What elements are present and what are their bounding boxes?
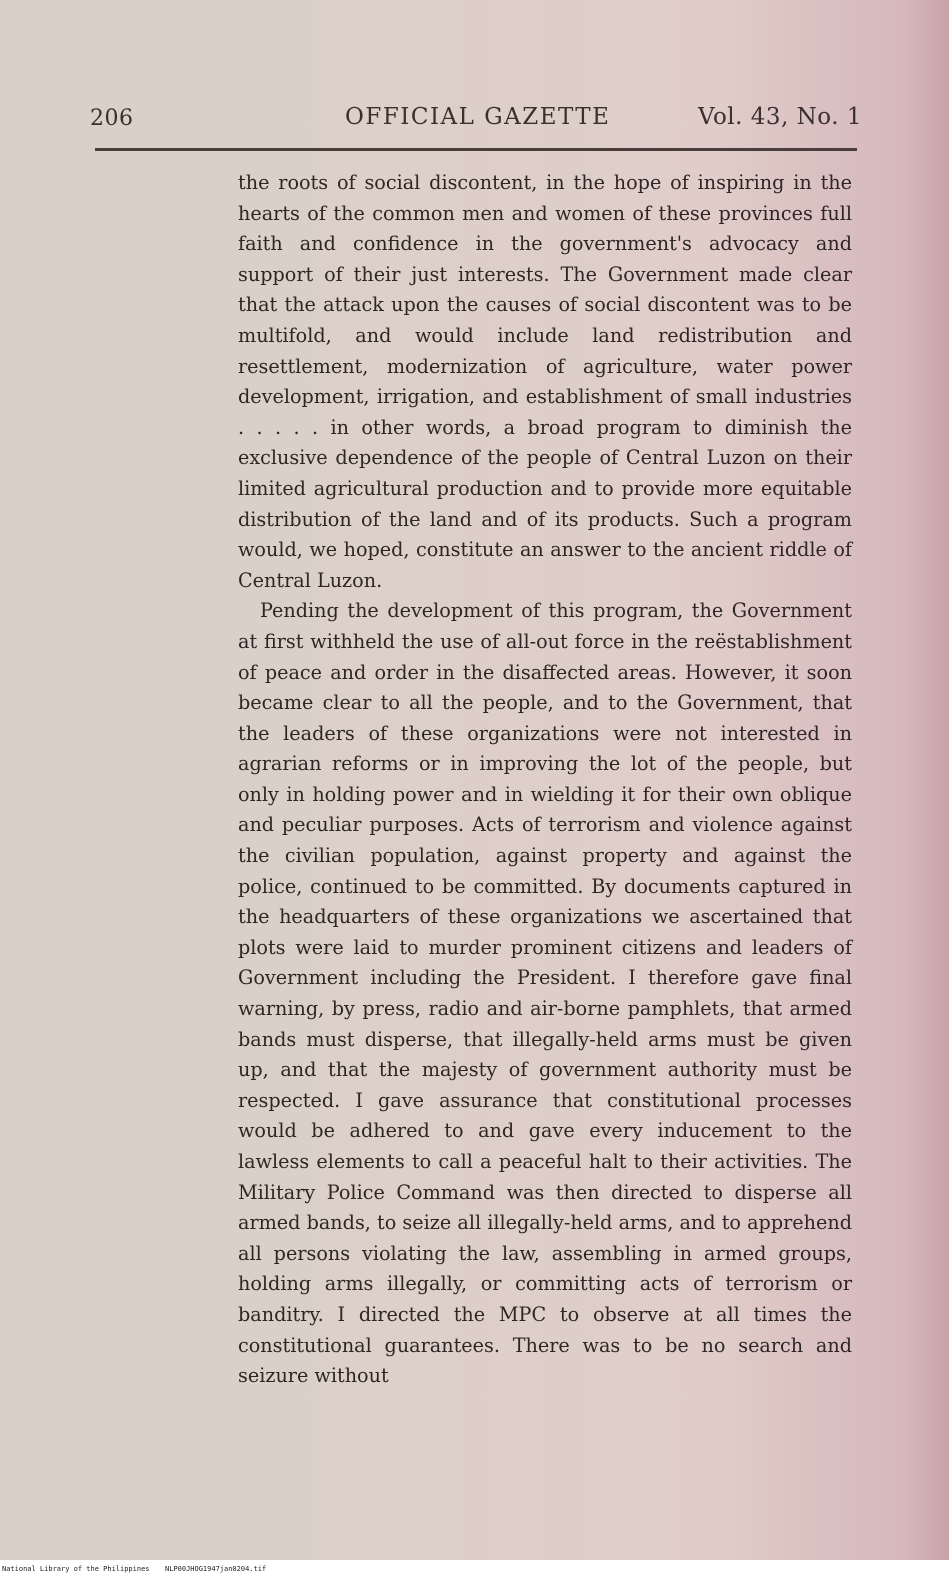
running-title: OFFICIAL GAZETTE: [345, 104, 611, 130]
volume-issue: Vol. 43, No. 1: [697, 104, 862, 130]
footer-library: National Library of the Philippines: [2, 1565, 150, 1573]
page-header: [90, 100, 862, 140]
page-number: 206: [90, 106, 134, 131]
paragraph-pending: Pending the development of this program, the Government at first withheld the use of all-out force in the reëstablishment of peace and order in the disaffected areas. However, it soon became clear to all the people, and to the Government, that the leaders of these organizations were not interested in agrarian reforms or in improving the lot of the people, but only in holding power and in wielding it for their own oblique and peculiar purposes. Acts of terrorism and violence against the civilian population, against property and against the police, continued to be committed. By documents captured in the headquarters of these organizations we ascertained that plots were laid to murder prominent citizens and leaders of Government including the President. I therefore gave final warning, by press, radio and air-borne pamphlets, that armed bands must disperse, that illegally-held arms must be given up, and that the majesty of government authority must be respected. I gave assurance that constitutional processes would be adhered to and gave every inducement to the lawless elements to call a peaceful halt to their activities. The Military Police Command was then directed to disperse all armed bands, to seize all illegally-held arms, and to apprehend all persons violating the law, assembling in armed groups, holding arms illegally, or committing acts of terrorism or banditry. I directed the MPC to observe at all times the constitutional guarantees. There was to be no search and seizure without: [238, 599, 852, 1388]
header-rule: [95, 148, 857, 151]
body-text: [238, 168, 852, 1392]
paragraph-continued: the roots of social discontent, in the hope of inspiring in the hearts of the common men and women of these provinces full faith and confidence in the government's advocacy and support of their just interests. The Government made clear that the attack upon the causes of social discontent was to be multifold, and would include land redistribution and resettlement, modernization of agriculture, water power development, irrigation, and establishment of small industries . . . . . in other words, a broad program to diminish the exclusive dependence of the people of Central Luzon on their limited agricultural production and to provide more equitable distribution of the land and of its products. Such a program would, we hoped, constitute an answer to the ancient riddle of Central Luzon.: [238, 171, 852, 592]
footer-filename: NLP00JHOG1947jan0204.tif: [165, 1565, 267, 1573]
